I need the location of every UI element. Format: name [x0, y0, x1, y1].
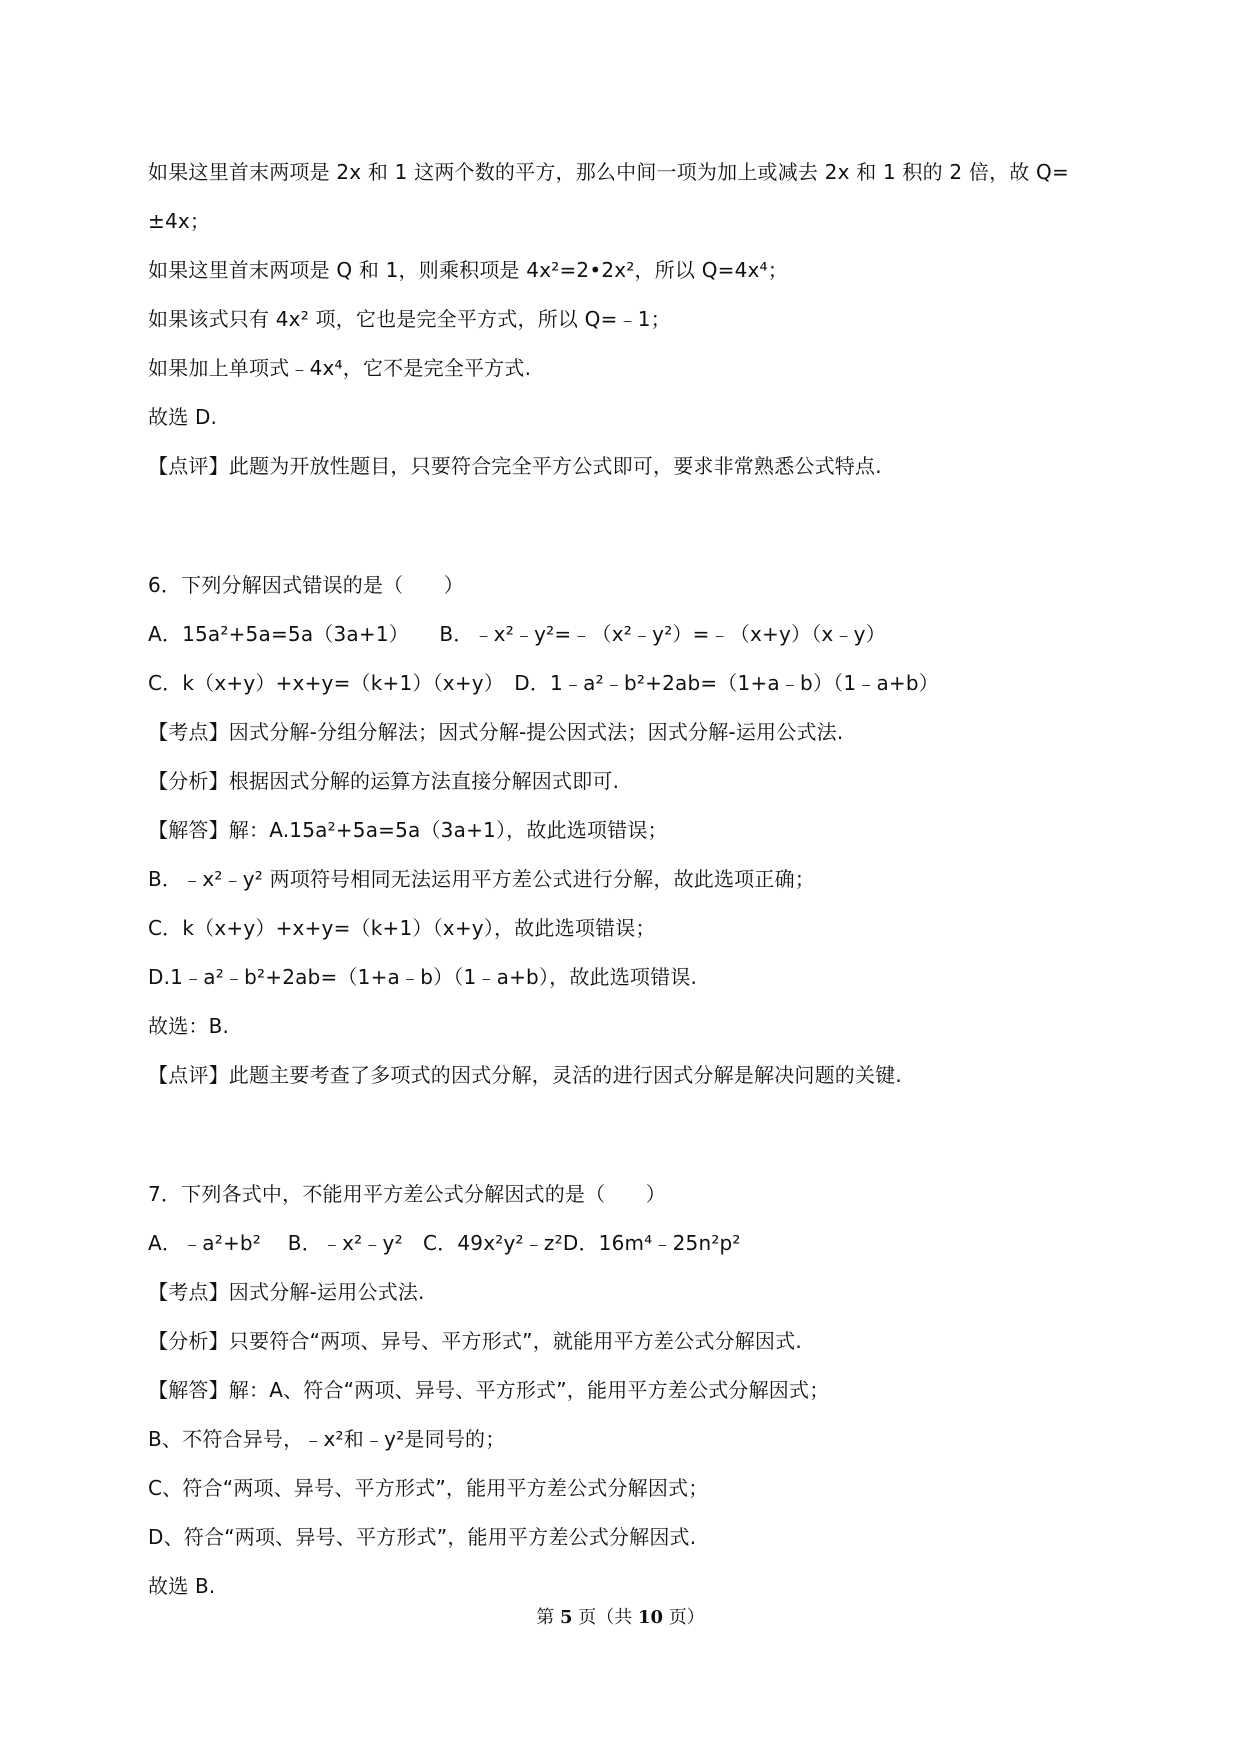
- options-line: A．﹣a²+b² B．﹣x²﹣y² C．49x²y²﹣z²D．16m⁴﹣25n²p²: [148, 1231, 741, 1255]
- text-line: ±4x；: [148, 209, 211, 233]
- text-line: 如果加上单项式﹣4x⁴，它不是完全平方式.: [148, 356, 532, 380]
- answer-line: D、符合“两项、异号、平方形式”，能用平方差公式分解因式.: [148, 1525, 697, 1549]
- analysis-line: 【分析】只要符合“两项、异号、平方形式”，就能用平方差公式分解因式.: [148, 1329, 802, 1353]
- question-stem: 7．下列各式中，不能用平方差公式分解因式的是（ ）: [148, 1182, 666, 1206]
- text-line: 故选 D.: [148, 405, 218, 429]
- solution-continuation: [148, 148, 1108, 491]
- topic-line: 【考点】因式分解-运用公式法.: [148, 1280, 425, 1304]
- text-line: 如果该式只有 4x² 项，它也是完全平方式，所以 Q=﹣1；: [148, 307, 671, 331]
- current-page-number: 5: [559, 1607, 573, 1628]
- footer-prefix: 第: [536, 1607, 560, 1628]
- options-line: C．k（x+y）+x+y=（k+1）（x+y） D．1﹣a²﹣b²+2ab=（1+a﹣b）（1﹣a+b）: [148, 671, 939, 695]
- spacer: [148, 491, 1108, 561]
- answer-line: 【解答】解：A、符合“两项、异号、平方形式”，能用平方差公式分解因式；: [148, 1378, 830, 1402]
- analysis-line: 【分析】根据因式分解的运算方法直接分解因式即可.: [148, 769, 620, 793]
- comment-line: 【点评】此题为开放性题目，只要符合完全平方公式即可，要求非常熟悉公式特点.: [148, 454, 882, 478]
- footer-suffix: 页）: [663, 1607, 705, 1628]
- page-footer: [0, 1603, 1241, 1629]
- answer-line: 【解答】解：A.15a²+5a=5a（3a+1），故此选项错误；: [148, 818, 668, 842]
- text-line: 如果这里首末两项是 2x 和 1 这两个数的平方，那么中间一项为加上或减去 2x 和 1 积的 2 倍，故 Q=: [148, 160, 1069, 184]
- answer-line: D.1﹣a²﹣b²+2ab=（1+a﹣b）（1﹣a+b），故此选项错误.: [148, 965, 698, 989]
- question-6: [148, 561, 1108, 1100]
- options-line: A．15a²+5a=5a（3a+1） B．﹣x²﹣y²=﹣（x²﹣y²）=﹣（x+y）（x﹣y）: [148, 622, 886, 646]
- question-7: [148, 1170, 1108, 1611]
- answer-line: C．k（x+y）+x+y=（k+1）（x+y），故此选项错误；: [148, 916, 656, 940]
- answer-line: B、不符合异号，﹣x²和﹣y²是同号的；: [148, 1427, 506, 1451]
- text-line: 如果这里首末两项是 Q 和 1，则乘积项是 4x²=2•2x²，所以 Q=4x⁴；: [148, 258, 788, 282]
- topic-line: 【考点】因式分解-分组分解法；因式分解-提公因式法；因式分解-运用公式法.: [148, 720, 844, 744]
- answer-line: B．﹣x²﹣y² 两项符号相同无法运用平方差公式进行分解，故此选项正确；: [148, 867, 815, 891]
- choice-line: 故选 B.: [148, 1574, 216, 1598]
- comment-line: 【点评】此题主要考查了多项式的因式分解，灵活的进行因式分解是解决问题的关键.: [148, 1063, 902, 1087]
- answer-line: C、符合“两项、异号、平方形式”，能用平方差公式分解因式；: [148, 1476, 709, 1500]
- total-page-number: 10: [637, 1607, 664, 1628]
- question-stem: 6．下列分解因式错误的是（ ）: [148, 573, 464, 597]
- spacer: [148, 1100, 1108, 1170]
- choice-line: 故选：B.: [148, 1014, 230, 1038]
- footer-middle: 页（共: [572, 1607, 638, 1628]
- page-content: [148, 148, 1108, 1611]
